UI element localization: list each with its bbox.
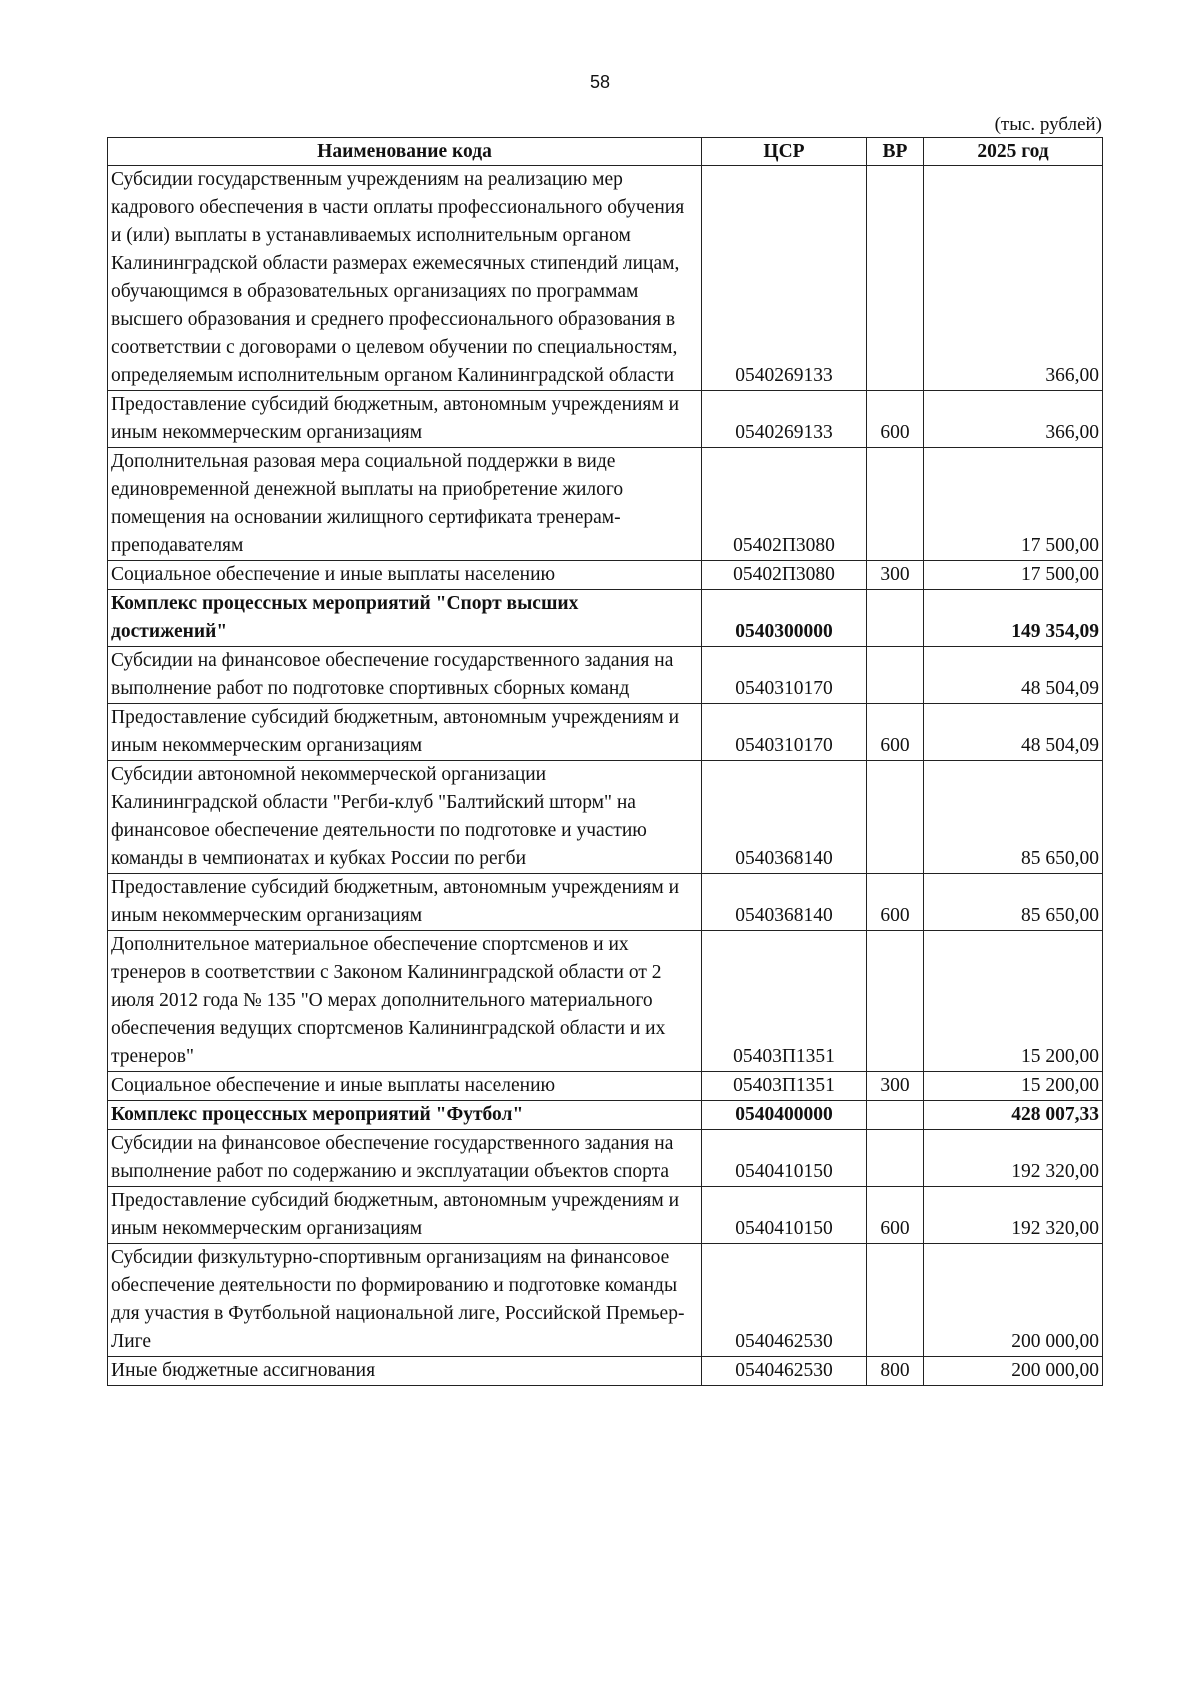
table-row [108, 590, 1103, 647]
row-vr [867, 1244, 924, 1357]
header-vr: ВР [867, 138, 924, 166]
row-name: Субсидии физкультурно-спортивным организациям на финансовое обеспечение деятельности по формированию и подготовке команды для участия в Футбольной национальной лиге, Российской Премьер-Лиге [108, 1244, 702, 1357]
row-vr: 600 [867, 1187, 924, 1244]
row-vr [867, 1101, 924, 1130]
row-csr: 0540462530 [702, 1244, 867, 1357]
row-csr: 0540400000 [702, 1101, 867, 1130]
table-row [108, 1101, 1103, 1130]
table-row [108, 931, 1103, 1072]
row-name: Социальное обеспечение и иные выплаты населению [108, 561, 702, 590]
row-name: Социальное обеспечение и иные выплаты населению [108, 1072, 702, 1101]
row-vr [867, 448, 924, 561]
header-csr: ЦСР [702, 138, 867, 166]
row-csr: 0540310170 [702, 647, 867, 704]
row-name: Предоставление субсидий бюджетным, автономным учреждениям и иным некоммерческим организациям [108, 1187, 702, 1244]
row-amount: 192 320,00 [924, 1130, 1103, 1187]
row-amount: 85 650,00 [924, 761, 1103, 874]
row-csr: 0540300000 [702, 590, 867, 647]
header-name: Наименование кода [108, 138, 702, 166]
row-amount: 192 320,00 [924, 1187, 1103, 1244]
row-vr [867, 166, 924, 391]
row-vr [867, 590, 924, 647]
row-csr: 0540462530 [702, 1357, 867, 1386]
row-name: Субсидии автономной некоммерческой организации Калининградской области "Регби-клуб "Балтийский шторм" на финансовое обеспечение деятельности по подготовке и участию команды в чемпионатах и кубках России по регби [108, 761, 702, 874]
row-csr: 05402П3080 [702, 561, 867, 590]
row-name: Предоставление субсидий бюджетным, автономным учреждениям и иным некоммерческим организациям [108, 391, 702, 448]
row-amount: 15 200,00 [924, 1072, 1103, 1101]
row-amount: 200 000,00 [924, 1357, 1103, 1386]
row-vr [867, 647, 924, 704]
row-amount: 15 200,00 [924, 931, 1103, 1072]
row-csr: 0540269133 [702, 391, 867, 448]
row-csr: 0540269133 [702, 166, 867, 391]
table-row [108, 761, 1103, 874]
row-vr: 600 [867, 391, 924, 448]
row-vr: 300 [867, 1072, 924, 1101]
row-name: Предоставление субсидий бюджетным, автономным учреждениям и иным некоммерческим организациям [108, 874, 702, 931]
row-name: Дополнительная разовая мера социальной поддержки в виде единовременной денежной выплаты на приобретение жилого помещения на основании жилищного сертификата тренерам-преподавателям [108, 448, 702, 561]
row-amount: 17 500,00 [924, 448, 1103, 561]
table-row [108, 561, 1103, 590]
table-row [108, 1244, 1103, 1357]
row-name: Комплекс процессных мероприятий "Футбол" [108, 1101, 702, 1130]
table-row [108, 1357, 1103, 1386]
table-row [108, 704, 1103, 761]
row-vr: 600 [867, 704, 924, 761]
row-name: Предоставление субсидий бюджетным, автономным учреждениям и иным некоммерческим организациям [108, 704, 702, 761]
row-amount: 428 007,33 [924, 1101, 1103, 1130]
row-name: Субсидии на финансовое обеспечение государственного задания на выполнение работ по подготовке спортивных сборных команд [108, 647, 702, 704]
row-csr: 0540310170 [702, 704, 867, 761]
row-vr [867, 761, 924, 874]
row-name: Дополнительное материальное обеспечение спортсменов и их тренеров в соответствии с Законом Калининградской области от 2 июля 2012 года № 135 "О мерах дополнительного материального обеспечения ведущих спортсменов Калининградской области и их тренеров" [108, 931, 702, 1072]
table-body [108, 166, 1103, 1386]
row-amount: 149 354,09 [924, 590, 1103, 647]
row-csr: 05402П3080 [702, 448, 867, 561]
budget-table [107, 137, 1103, 1386]
row-amount: 366,00 [924, 391, 1103, 448]
table-row [108, 448, 1103, 561]
row-vr: 300 [867, 561, 924, 590]
table-row [108, 874, 1103, 931]
row-amount: 17 500,00 [924, 561, 1103, 590]
row-vr [867, 931, 924, 1072]
row-vr: 600 [867, 874, 924, 931]
row-amount: 85 650,00 [924, 874, 1103, 931]
row-csr: 0540410150 [702, 1130, 867, 1187]
row-csr: 0540368140 [702, 874, 867, 931]
row-amount: 200 000,00 [924, 1244, 1103, 1357]
row-amount: 48 504,09 [924, 647, 1103, 704]
row-csr: 05403П1351 [702, 1072, 867, 1101]
row-csr: 05403П1351 [702, 931, 867, 1072]
row-amount: 366,00 [924, 166, 1103, 391]
row-csr: 0540410150 [702, 1187, 867, 1244]
units-label: (тыс. рублей) [994, 114, 1102, 135]
row-vr: 800 [867, 1357, 924, 1386]
row-name: Комплекс процессных мероприятий "Спорт высших достижений" [108, 590, 702, 647]
row-csr: 0540368140 [702, 761, 867, 874]
table-row [108, 1072, 1103, 1101]
table-row [108, 391, 1103, 448]
table-row [108, 166, 1103, 391]
row-name: Субсидии государственным учреждениям на реализацию мер кадрового обеспечения в части оплаты профессионального обучения и (или) выплаты в устанавливаемых исполнительным органом Калининградской области размерах ежемесячных стипендий лицам, обучающимся в образовательных организациях по программам высшего образования и среднего профессионального образования в соответствии с договорами о целевом обучении по специальностям, определяемым исполнительным органом Калининградской области [108, 166, 702, 391]
row-name: Иные бюджетные ассигнования [108, 1357, 702, 1386]
header-amount: 2025 год [924, 138, 1103, 166]
table-row [108, 1187, 1103, 1244]
row-name: Субсидии на финансовое обеспечение государственного задания на выполнение работ по содержанию и эксплуатации объектов спорта [108, 1130, 702, 1187]
table-row [108, 647, 1103, 704]
table-row [108, 1130, 1103, 1187]
page-number: 58 [589, 72, 611, 92]
row-amount: 48 504,09 [924, 704, 1103, 761]
row-vr [867, 1130, 924, 1187]
table-header-row [108, 138, 1103, 166]
